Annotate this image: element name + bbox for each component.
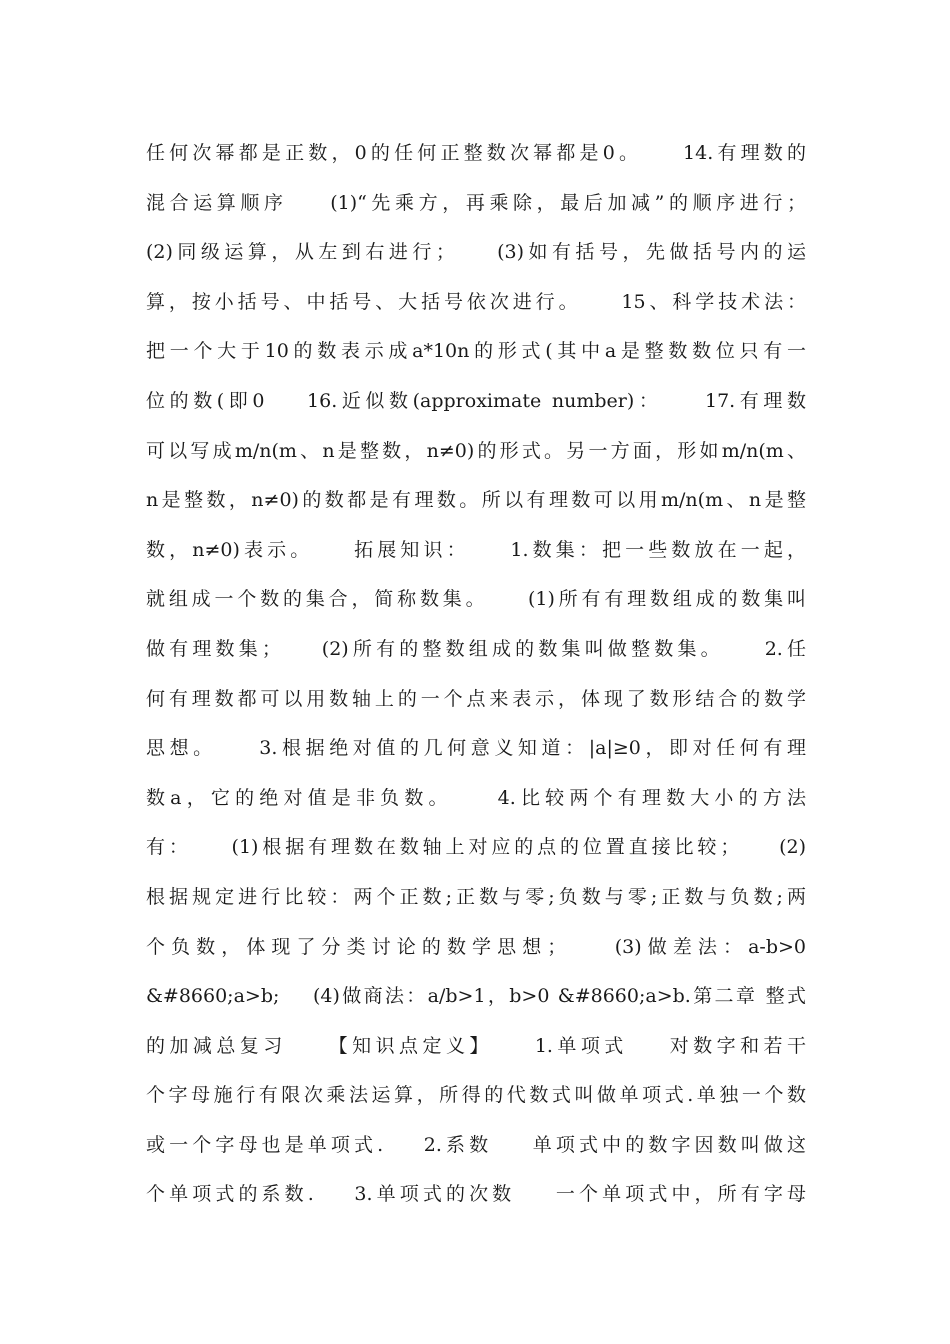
text-line: 的加减总复习 【知识点定义】 1.单项式 对数字和若干 [146, 1034, 806, 1057]
text-line: n是整数，n≠0)的数都是有理数。所以有理数可以用m/n(m、n是整 [146, 489, 806, 512]
text-line: 个单项式的系数. 3.单项式的次数 一个单项式中，所有字母 [146, 1183, 806, 1206]
text-line: 数a，它的绝对值是非负数。 4.比较两个有理数大小的方法 [146, 786, 806, 809]
text-line: 有： (1)根据有理数在数轴上对应的点的位置直接比较； (2) [146, 836, 806, 859]
body-text [146, 133, 806, 1224]
text-line: 任何次幂都是正数，0的任何正整数次幂都是0。 14.有理数的 [146, 142, 806, 164]
text-line: 或一个字母也是单项式. 2.系数 单项式中的数字因数叫做这 [146, 1133, 806, 1156]
text-line: 个字母施行有限次乘法运算，所得的代数式叫做单项式.单独一个数 [146, 1084, 806, 1107]
text-line: 把一个大于10的数表示成a*10n的形式(其中a是整数数位只有一 [146, 340, 806, 363]
text-line: 混合运算顺序 (1)“先乘方，再乘除，最后加减”的顺序进行； [146, 191, 806, 214]
text-line: 思想。 3.根据绝对值的几何意义知道：|a|≥0，即对任何有理 [146, 737, 806, 760]
text-line: 何有理数都可以用数轴上的一个点来表示，体现了数形结合的数学 [146, 687, 806, 710]
text-line: 根据规定进行比较：两个正数;正数与零;负数与零;正数与负数;两 [146, 885, 806, 908]
text-line: 位的数(即0 16.近似数(approximate number)： 17.有理数 [146, 389, 806, 412]
text-line: 数，n≠0)表示。 拓展知识： 1.数集：把一些数放在一起， [146, 538, 806, 561]
text-line: 个负数，体现了分类讨论的数学思想； (3)做差法：a-b>0 [146, 935, 806, 958]
text-line: 可以写成m/n(m、n是整数，n≠0)的形式。另一方面，形如m/n(m、 [146, 439, 806, 462]
text-line: 就组成一个数的集合，简称数集。 (1)所有有理数组成的数集叫 [146, 588, 806, 611]
text-line: (2)同级运算，从左到右进行； (3)如有括号，先做括号内的运 [146, 241, 806, 264]
text-line: 做有理数集； (2)所有的整数组成的数集叫做整数集。 2.任 [146, 637, 806, 660]
text-line: 算，按小括号、中括号、大括号依次进行。 15、科学技术法： [146, 290, 806, 313]
text-line: &#8660;a>b; (4)做商法：a/b>1，b>0 &#8660;a>b.第二章 整式 [146, 985, 806, 1008]
